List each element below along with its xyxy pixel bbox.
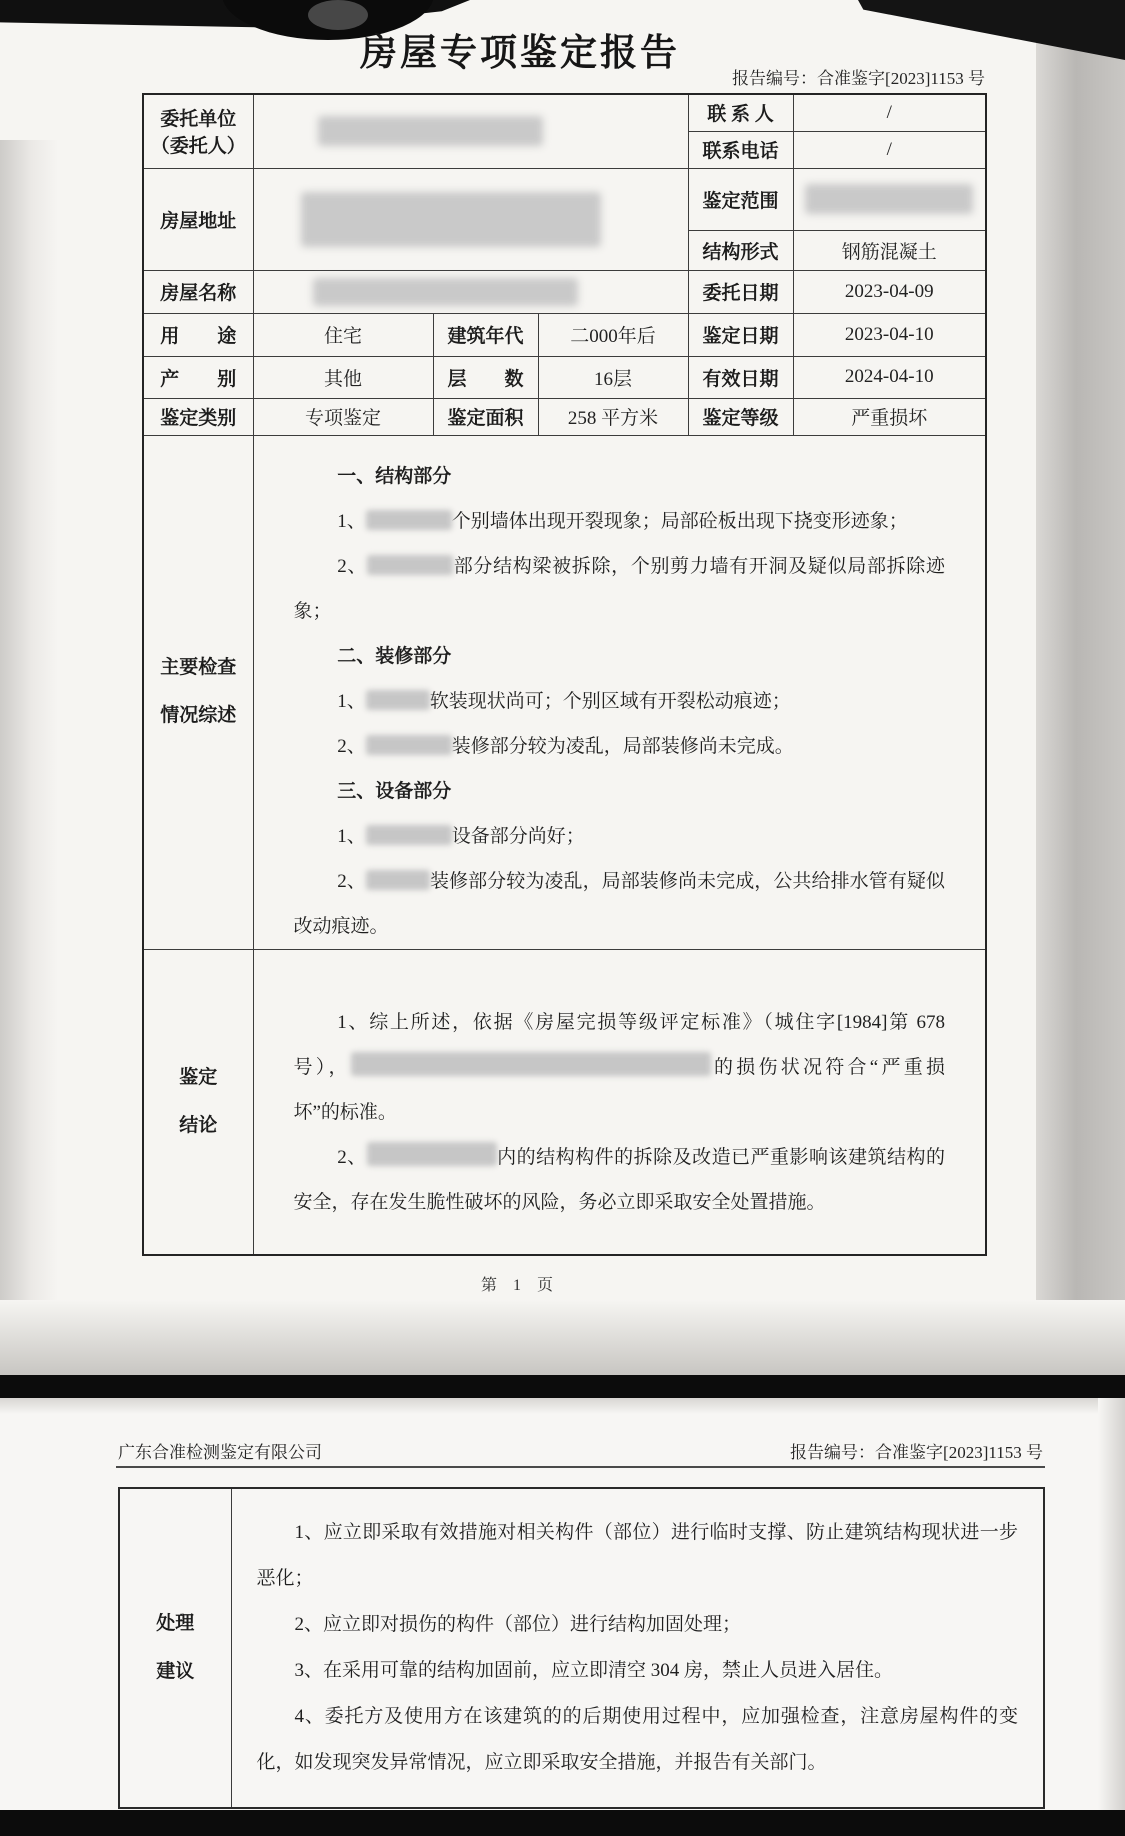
redacted-text	[366, 510, 452, 530]
scope-label: 鉴定范围	[688, 168, 793, 230]
grade-value: 严重损坏	[793, 398, 986, 435]
summary-item: 2、 部分结构梁被拆除，个别剪力墙有开洞及疑似局部拆除迹象；	[293, 555, 945, 622]
company-name: 广东合准检测鉴定有限公司	[118, 1443, 322, 1462]
summary-item: 1、 个别墙体出现开裂现象；局部砼板出现下挠变形迹象；	[337, 510, 908, 532]
info-table	[142, 93, 987, 1256]
property-label: 产 别	[143, 356, 253, 398]
summary-item: 1、 设备部分尚好；	[337, 825, 585, 847]
header-rule	[116, 1466, 1045, 1468]
usage-value: 住宅	[253, 313, 433, 356]
suggestion-item: 2、应立即对损伤的构件（部位）进行结构加固处理；	[294, 1614, 742, 1635]
suggestions-table	[118, 1487, 1045, 1809]
grade-label: 鉴定等级	[688, 398, 793, 435]
summary-section-heading: 一、结构部分	[337, 465, 452, 487]
redacted-text	[366, 690, 430, 710]
summary-item: 1、 软装现状尚可；个别区域有开裂松动痕迹；	[337, 690, 791, 712]
summary-section-heading: 二、装修部分	[337, 645, 452, 667]
suggestions-label: 处理 建议	[119, 1488, 231, 1808]
report-title: 房屋专项鉴定报告	[360, 33, 680, 74]
summary-label: 主要检查 情况综述	[143, 435, 253, 949]
conclusion-paragraph: 1、综上所述，依据《房屋完损等级评定标准》（城住字[1984]第 678 号）， 的损伤状况符合“严重损坏”的标准。	[293, 1012, 945, 1124]
entrust-date-value: 2023-04-09	[793, 270, 986, 313]
suggestion-item: 3、在采用可靠的结构加固前，应立即清空 304 房，禁止人员进入居住。	[294, 1660, 894, 1681]
redacted-text	[367, 555, 453, 575]
usage-label: 用 途	[143, 313, 253, 356]
redacted-text	[366, 825, 452, 845]
report-number: 报告编号：合准鉴字[2023]1153 号	[732, 69, 985, 88]
suggestion-item: 1、应立即采取有效措施对相关构件（部位）进行临时支撑、防止建筑结构现状进一步恶化；	[256, 1522, 1018, 1589]
category-value: 专项鉴定	[253, 398, 433, 435]
house-name-label: 房屋名称	[143, 270, 253, 313]
area-label: 鉴定面积	[433, 398, 538, 435]
valid-date-label: 有效日期	[688, 356, 793, 398]
page2-photo	[0, 1398, 1125, 1810]
redacted-text	[366, 870, 430, 890]
contact-label: 联 系 人	[688, 94, 793, 131]
era-label: 建筑年代	[433, 313, 538, 356]
floors-value: 16层	[538, 356, 688, 398]
house-name-value	[253, 270, 688, 313]
structure-value: 钢筋混凝土	[793, 230, 986, 270]
redacted-text	[313, 278, 578, 306]
address-value	[253, 168, 688, 270]
report-number: 报告编号：合准鉴字[2023]1153 号	[790, 1443, 1043, 1462]
property-value: 其他	[253, 356, 433, 398]
redacted-text	[351, 1052, 711, 1076]
redacted-text	[301, 192, 601, 247]
photo-edge-bottom	[0, 1300, 1125, 1375]
photo-edge-right	[1098, 1398, 1125, 1810]
summary-item: 2、 装修部分较为凌乱，局部装修尚未完成，公共给排水管有疑似改动痕迹。	[293, 870, 945, 937]
contact-value: /	[793, 94, 986, 131]
suggestions-content	[231, 1488, 1044, 1808]
appraisal-date-value: 2023-04-10	[793, 313, 986, 356]
structure-label: 结构形式	[688, 230, 793, 270]
photo-edge-top	[0, 1398, 1125, 1414]
appraisal-date-label: 鉴定日期	[688, 313, 793, 356]
conclusion-paragraph: 2、 内的结构构件的拆除及改造已严重影响该建筑结构的安全，存在发生脆性破坏的风险，务必立即采取安全处置措施。	[294, 1135, 946, 1225]
page2-header	[118, 1438, 1043, 1463]
entrust-unit-value	[253, 94, 688, 168]
page-number: 第 1 页	[480, 1277, 559, 1294]
address-label: 房屋地址	[143, 168, 253, 270]
valid-date-value: 2024-04-10	[793, 356, 986, 398]
scope-value	[793, 168, 986, 230]
category-label: 鉴定类别	[143, 398, 253, 435]
summary-section-heading: 三、设备部分	[337, 780, 452, 802]
redacted-text	[805, 184, 973, 214]
photo-edge-right	[1036, 0, 1125, 1375]
entrust-date-label: 委托日期	[688, 270, 793, 313]
summary-item: 2、 装修部分较为凌乱，局部装修尚未完成。	[337, 735, 794, 757]
era-value: 二000年后	[538, 313, 688, 356]
area-value: 258 平方米	[538, 398, 688, 435]
photo-edge-left	[0, 140, 58, 1375]
phone-label: 联系电话	[688, 131, 793, 168]
phone-value: /	[793, 131, 986, 168]
summary-content	[253, 435, 986, 949]
conclusion-content	[253, 949, 986, 1255]
suggestion-item: 4、委托方及使用方在该建筑的的后期使用过程中，应加强检查，注意房屋构件的变化，如发现突发异常情况，应立即采取安全措施，并报告有关部门。	[256, 1706, 1018, 1773]
redacted-text	[367, 1142, 497, 1166]
redacted-text	[366, 735, 452, 755]
conclusion-label: 鉴定 结论	[143, 949, 253, 1255]
redacted-text	[318, 116, 543, 146]
floors-label: 层 数	[433, 356, 538, 398]
entrust-unit-label: 委托单位 （委托人）	[143, 94, 253, 168]
